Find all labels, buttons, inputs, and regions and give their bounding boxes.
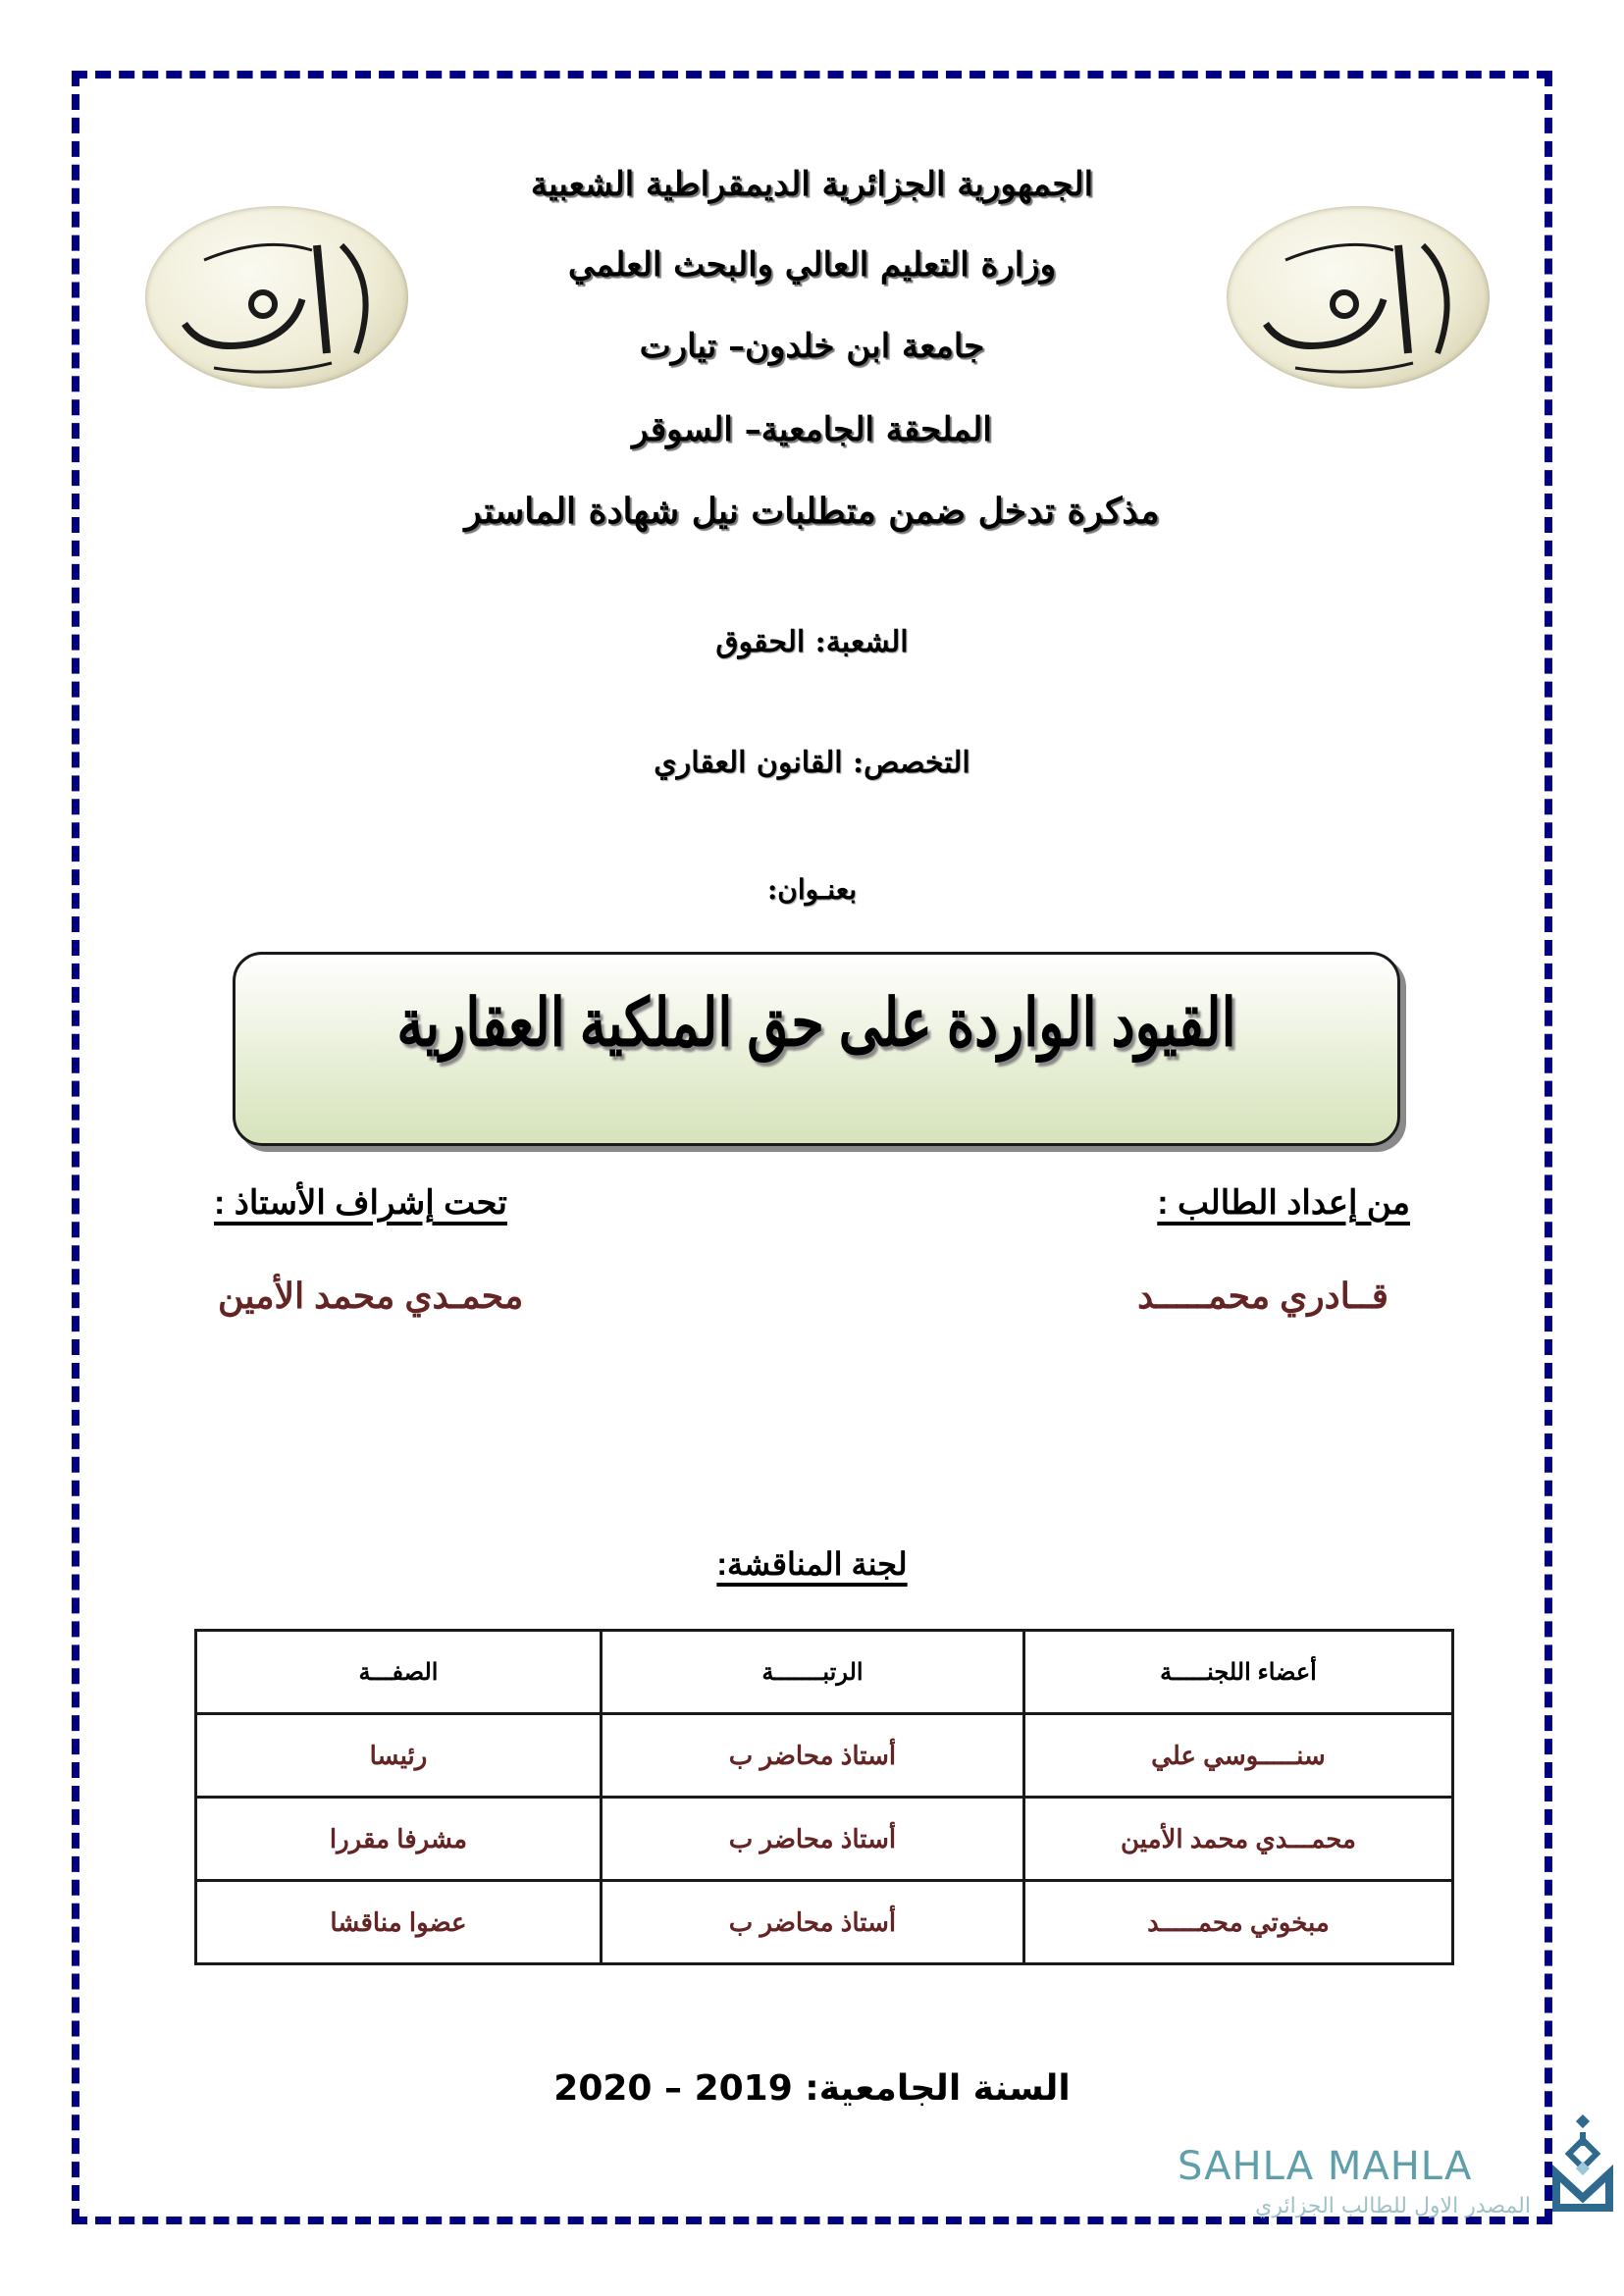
member-rank: أستاذ محاضر ب [601,1798,1023,1881]
column-header-role: الصفـــة [196,1631,602,1714]
supervisor-label: تحت إشراف الأستاذ : [214,1184,507,1222]
thesis-title: القيود الواردة على حق الملكية العقارية [396,986,1236,1061]
member-rank: أستاذ محاضر ب [601,1714,1023,1798]
supervisor-name: محمـدي محمد الأمين [218,1276,524,1316]
specialty-field: التخصص: القانون العقاري [654,746,970,780]
committee-heading-text: لجنة المناقشة: [716,1546,908,1582]
annex-name: الملحقة الجامعية– السوقر [632,410,992,449]
column-header-rank: الرتبـــــــة [601,1631,1023,1714]
table-row [196,1881,1453,1964]
member-name: سنـــــوسي علي [1023,1714,1452,1798]
committee-heading [0,1545,1624,1583]
sahla-mahla-logo-icon [1548,2114,1619,2213]
column-header-members: أعضاء اللجنـــــة [1023,1631,1452,1714]
thesis-title-box [233,952,1400,1146]
member-rank: أستاذ محاضر ب [601,1881,1023,1964]
academic-year: السنة الجامعية: 2019 – 2020 [553,2068,1071,2109]
student-name: قــادري محمـــــد [1137,1276,1388,1316]
university-name: جامعة ابن خلدون– تيارت [639,327,985,366]
table-row [196,1798,1453,1881]
branch-field: الشعبة: الحقوق [715,625,909,659]
member-role: مشرفا مقررا [196,1798,602,1881]
watermark-tagline: المصدر الاول للطالب الجزائري [1255,2194,1531,2218]
ministry-name: وزارة التعليم العالي والبحث العلمي [567,245,1057,285]
republic-name: الجمهورية الجزائرية الديمقراطية الشعبية [530,165,1094,204]
entitled-label: بعنـوان: [766,873,858,906]
member-name: مبخوتي محمـــــد [1023,1881,1452,1964]
member-role: رئيسا [196,1714,602,1798]
table-header-row [196,1631,1453,1714]
member-role: عضوا مناقشا [196,1881,602,1964]
table-row [196,1714,1453,1798]
thesis-purpose: مذكرة تدخل ضمن متطلبات نيل شهادة الماستر [464,491,1160,532]
member-name: محمـــدي محمد الأمين [1023,1798,1452,1881]
committee-table [194,1629,1454,1965]
student-label: من إعداد الطالب : [1157,1184,1410,1222]
watermark-brand: SAHLA MAHLA [1178,2144,1473,2189]
